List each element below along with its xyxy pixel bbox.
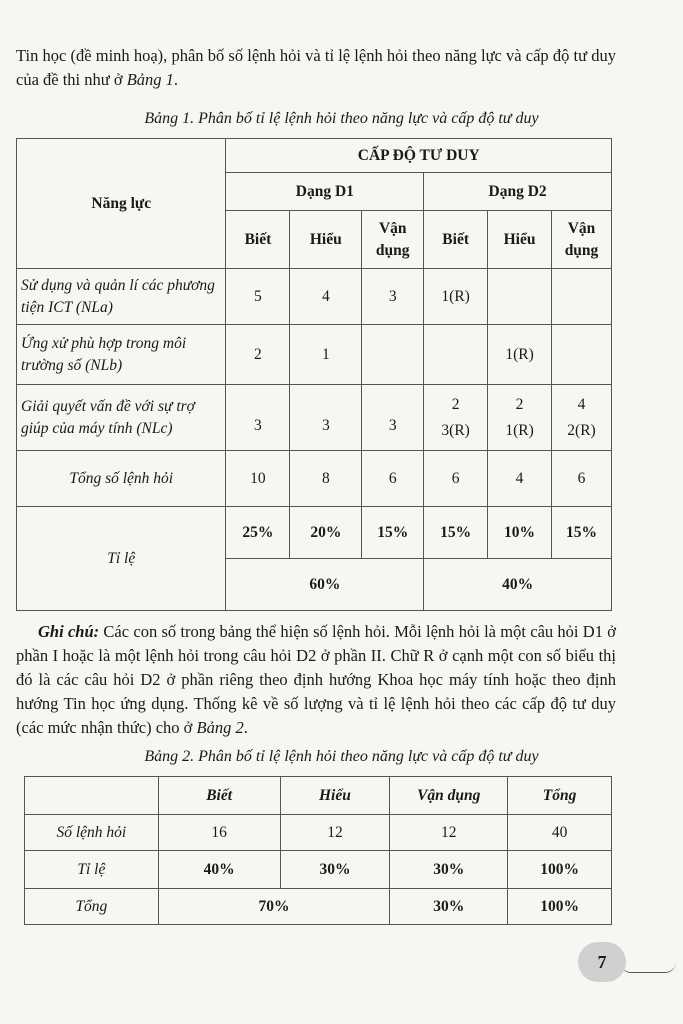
note-table-ref: Bảng 2 [196,718,244,737]
row-label-nlb: Ứng xử phù hợp trong môi trường số (NLb) [17,325,226,385]
table-cell: 30% [390,889,508,925]
table-cell: 100% [508,851,612,889]
table-cell [424,325,488,385]
header-level: CẤP ĐỘ TƯ DUY [226,139,612,173]
table-cell: 15% [362,507,424,559]
table-cell: 4 [488,451,552,507]
header-vandung: Vận dụng [390,777,508,815]
table1-caption: Bảng 1. Phân bố tỉ lệ lệnh hỏi theo năng lực và cấp độ tư duy [144,110,539,127]
col-hieu-d1: Hiểu [290,211,362,269]
header-competence: Năng lực [17,139,226,269]
table-cell: 10 [226,451,290,507]
intro-text: Tin học (đề minh hoạ), phân bố số lệnh hỏi và tỉ lệ lệnh hỏi theo năng lực và cấp độ tư duy của đề thi như ở [16,46,616,89]
row-label-total: Tổng [25,889,159,925]
table-row [17,269,612,325]
table-cell: 4 2(R) [552,385,612,451]
row-label-nla: Sử dụng và quản lí các phương tiện ICT (NLa) [17,269,226,325]
header-biet: Biết [158,777,280,815]
col-biet-d1: Biết [226,211,290,269]
group-d2: Dạng D2 [424,173,612,211]
col-biet-d2: Biết [424,211,488,269]
intro-end: . [173,70,179,89]
table-row [17,325,612,385]
table-cell: 3 [290,385,362,451]
table-row [25,815,612,851]
table-cell: 100% [508,889,612,925]
table-row [17,451,612,507]
table-cell: 40 [508,815,612,851]
header-tong: Tổng [508,777,612,815]
table-cell: 12 [280,815,390,851]
table-cell: 16 [158,815,280,851]
ratio-d1-total: 60% [226,559,424,611]
row-label-count: Số lệnh hỏi [25,815,159,851]
table-cell: 70% [158,889,390,925]
table-cell: 1(R) [424,269,488,325]
intro-paragraph [16,44,616,92]
table-cell: 12 [390,815,508,851]
row-label-total: Tổng số lệnh hỏi [17,451,226,507]
table-cell: 8 [290,451,362,507]
table-cell [362,325,424,385]
ratio-d2-total: 40% [424,559,612,611]
table-2 [24,776,612,925]
table-cell: 2 1(R) [488,385,552,451]
row-label-nlc: Giải quyết vấn đề với sự trợ giúp của máy tính (NLc) [17,385,226,451]
page-number-decoration [620,962,676,973]
table-cell [25,777,159,815]
table-cell: 20% [290,507,362,559]
note-label: Ghi chú: [38,622,100,641]
row-label-ratio: Tỉ lệ [17,507,226,611]
table-cell: 10% [488,507,552,559]
table-cell [552,269,612,325]
table-cell: 40% [158,851,280,889]
table-cell: 15% [424,507,488,559]
table-cell: 3 [226,385,290,451]
table-row [25,889,612,925]
table-cell [488,269,552,325]
table-cell [552,325,612,385]
page-number: 7 [578,942,626,982]
table-cell: 6 [552,451,612,507]
table-cell: 15% [552,507,612,559]
col-hieu-d2: Hiểu [488,211,552,269]
table-cell: 5 [226,269,290,325]
table-cell: 2 3(R) [424,385,488,451]
table-cell: 6 [362,451,424,507]
intro-table-ref: Bảng 1 [126,70,174,89]
note-text: Các con số trong bảng thể hiện số lệnh hỏi. Mỗi lệnh hỏi là một câu hỏi D1 ở phần I hoặc là một lệnh hỏi trong câu hỏi D2 ở phần II. Chữ R ở cạnh một con số biểu thị đó là các câu hỏi D2 ở phần riêng theo định hướng Khoa học máy tính hoặc theo định hướng Tin học ứng dụng. Thống kê về số lượng và tỉ lệ lệnh hỏi theo các cấp độ tư duy (các mức nhận thức) cho ở [16,622,616,737]
table-row [17,507,612,559]
table-cell: 1 [290,325,362,385]
table-row [17,385,612,451]
note-paragraph [16,620,616,740]
table-cell: 3 [362,385,424,451]
note-end: . [243,718,248,737]
table-cell: 2 [226,325,290,385]
group-d1: Dạng D1 [226,173,424,211]
table-1 [16,138,612,611]
table-cell: 3 [362,269,424,325]
table-cell: 6 [424,451,488,507]
table-cell: 1(R) [488,325,552,385]
col-vandung-d2: Vận dụng [552,211,612,269]
table-row [25,851,612,889]
table-cell: 4 [290,269,362,325]
col-vandung-d1: Vận dụng [362,211,424,269]
row-label-ratio: Tỉ lệ [25,851,159,889]
table2-caption: Bảng 2. Phân bố tỉ lệ lệnh hỏi theo năng lực và cấp độ tư duy [144,748,539,765]
header-hieu: Hiểu [280,777,390,815]
table-cell: 30% [280,851,390,889]
table-cell: 25% [226,507,290,559]
table-cell: 30% [390,851,508,889]
